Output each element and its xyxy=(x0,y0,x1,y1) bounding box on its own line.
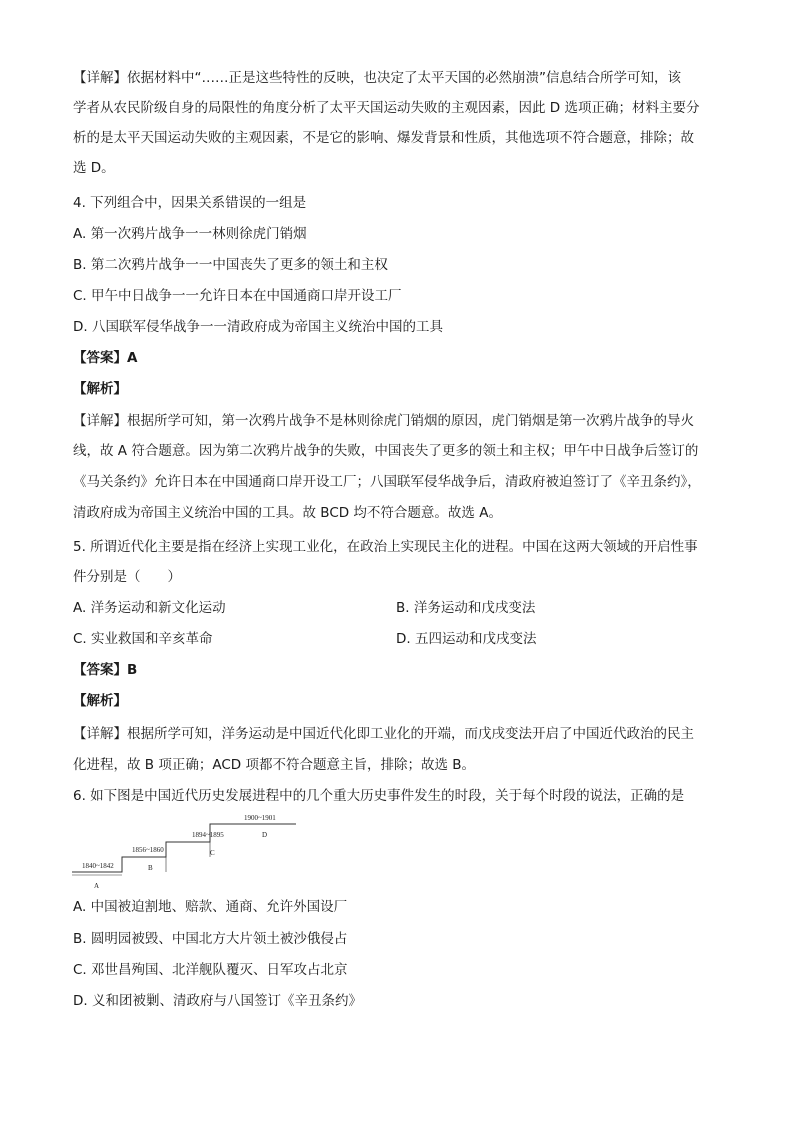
question-6-stem: 6. 如下图是中国近代历史发展进程中的几个重大历史事件发生的时段，关于每个时段的说法，正确的是 xyxy=(73,788,685,804)
q4-option-d: D. 八国联军侵华战争一一清政府成为帝国主义统治中国的工具 xyxy=(73,319,443,335)
explanation-line: 选 D。 xyxy=(73,160,115,176)
q5-option-c: C. 实业救国和辛亥革命 xyxy=(73,631,213,647)
q5-option-b: B. 洋务运动和戊戌变法 xyxy=(396,600,536,616)
question-5-stem: 5. 所谓近代化主要是指在经济上实现工业化，在政治上实现民主化的进程。中国在这两大领域的开启性事 xyxy=(73,539,698,555)
step-label-a: A xyxy=(94,882,100,890)
q4-option-b: B. 第二次鸦片战争一一中国丧失了更多的领土和主权 xyxy=(73,257,388,273)
q6-option-b: B. 圆明园被毁、中国北方大片领土被沙俄侵占 xyxy=(73,931,348,947)
explanation-line: 线，故 A 符合题意。因为第二次鸦片战争的失败，中国丧失了更多的领土和主权；甲午中日战争后签订的 xyxy=(73,443,699,459)
explanation-line: 【详解】根据所学可知，第一次鸦片战争不是林则徐虎门销烟的原因，虎门销烟是第一次鸦片战争的导火 xyxy=(73,413,694,429)
question-4-stem: 4. 下列组合中，因果关系错误的一组是 xyxy=(73,195,307,211)
explanation-line: 学者从农民阶级自身的局限性的角度分析了太平天国运动失败的主观因素，因此 D 选项正确；材料主要分 xyxy=(73,100,700,116)
q4-answer: 【答案】A xyxy=(73,350,138,366)
q5-analysis-heading: 【解析】 xyxy=(73,693,127,709)
question-5-stem-cont: 件分别是（ ） xyxy=(73,569,181,585)
q6-option-d: D. 义和团被剿、清政府与八国签订《辛丑条约》 xyxy=(73,993,362,1009)
q5-answer: 【答案】B xyxy=(73,662,138,678)
q4-option-a: A. 第一次鸦片战争一一林则徐虎门销烟 xyxy=(73,226,307,242)
explanation-line: 析的是太平天国运动失败的主观因素，不是它的影响、爆发背景和性质，其他选项不符合题意，排除；故 xyxy=(73,130,694,146)
explanation-line: 《马关条约》允许日本在中国通商口岸开设工厂；八国联军侵华战争后，清政府被迫签订了《辛丑条约》， xyxy=(73,474,701,490)
q5-option-d: D. 五四运动和戊戌变法 xyxy=(396,631,537,647)
explanation-line: 化进程，故 B 项正确；ACD 项都不符合题意主旨，排除；故选 B。 xyxy=(73,757,476,773)
q6-option-c: C. 邓世昌殉国、北洋舰队覆灭、日军攻占北京 xyxy=(73,962,348,978)
q6-option-a: A. 中国被迫割地、赔款、通商、允许外国设厂 xyxy=(73,899,348,915)
step-label-d: D xyxy=(262,831,268,839)
q5-option-a: A. 洋务运动和新文化运动 xyxy=(73,600,226,616)
period-1840-1842: 1840~1842 xyxy=(82,862,114,870)
period-1900-1901: 1900~1901 xyxy=(244,814,276,822)
step-label-b: B xyxy=(148,864,153,872)
explanation-line: 清政府成为帝国主义统治中国的工具。故 BCD 均不符合题意。故选 A。 xyxy=(73,505,502,521)
step-label-c: C xyxy=(210,849,215,857)
timeline-staircase-diagram xyxy=(70,810,310,890)
period-1894-1895: 1894~1895 xyxy=(192,831,224,839)
q4-analysis-heading: 【解析】 xyxy=(73,381,127,397)
explanation-line: 【详解】依据材料中“……正是这些特性的反映，也决定了太平天国的必然崩溃”信息结合所学可知，该 xyxy=(73,70,681,86)
explanation-line: 【详解】根据所学可知，洋务运动是中国近代化即工业化的开端，而戊戌变法开启了中国近代政治的民主 xyxy=(73,726,694,742)
q4-option-c: C. 甲午中日战争一一允许日本在中国通商口岸开设工厂 xyxy=(73,288,402,304)
period-1856-1860: 1856~1860 xyxy=(132,846,164,854)
